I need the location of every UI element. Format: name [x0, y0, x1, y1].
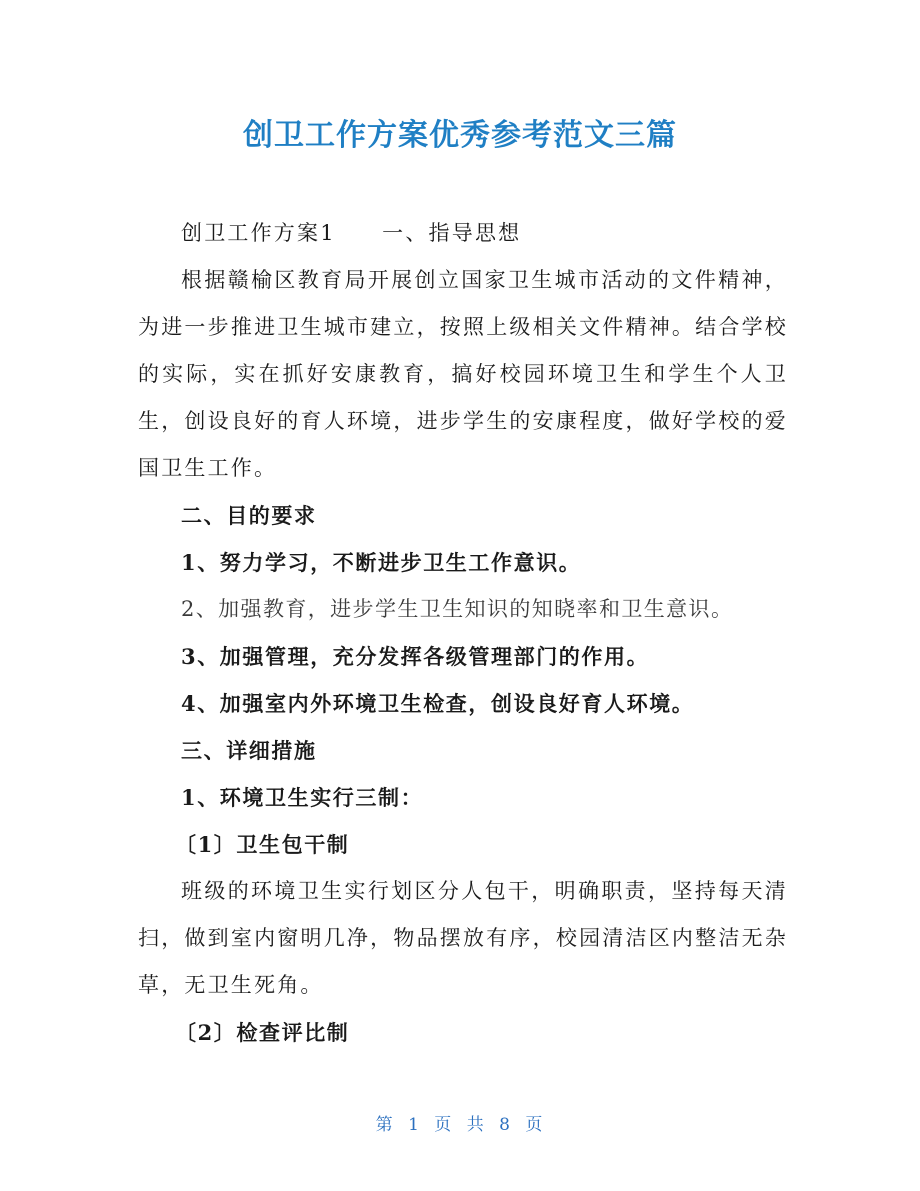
goal-item-2: 2、加强教育，进步学生卫生知识的知晓率和卫生意识。 — [181, 597, 734, 621]
page-footer: 第 1 页 共 8 页 — [375, 1115, 545, 1135]
paragraph-cleaning-duty: 班级的环境卫生实行划区分人包干，明确职责，坚持每天清扫，做到室内窗明几净，物品摆放有序，校园清洁区内整洁无杂草，无卫生死角。 — [138, 879, 788, 997]
paragraph-guiding-ideology: 根据赣榆区教育局开展创立国家卫生城市活动的文件精神，为进一步推进卫生城市建立，按照上级相关文件精神。结合学校的实际，实在抓好安康教育，搞好校园环境卫生和学生个人卫生，创设良好的育人环境，进步学生的安康程度，做好学校的爱国卫生工作。 — [138, 268, 788, 480]
section-heading-goals: 二、目的要求 — [181, 503, 317, 528]
subitem-heading-2: 〔2〕检查评比制 — [175, 1020, 350, 1045]
goal-item-1: 1、努力学习，不断进步卫生工作意识。 — [181, 550, 582, 575]
section-heading-measures: 三、详细措施 — [181, 738, 317, 763]
paragraph-intro-heading: 创卫工作方案1 一、指导思想 — [181, 221, 522, 245]
page-title: 创卫工作方案优秀参考范文三篇 — [243, 118, 677, 153]
document-body — [138, 210, 788, 1056]
goal-item-3: 3、加强管理，充分发挥各级管理部门的作用。 — [181, 644, 650, 669]
measure-item-1: 1、环境卫生实行三制： — [181, 785, 424, 810]
subitem-heading-1: 〔1〕卫生包干制 — [175, 832, 350, 857]
goal-item-4: 4、加强室内外环境卫生检查，创设良好育人环境。 — [181, 691, 695, 716]
